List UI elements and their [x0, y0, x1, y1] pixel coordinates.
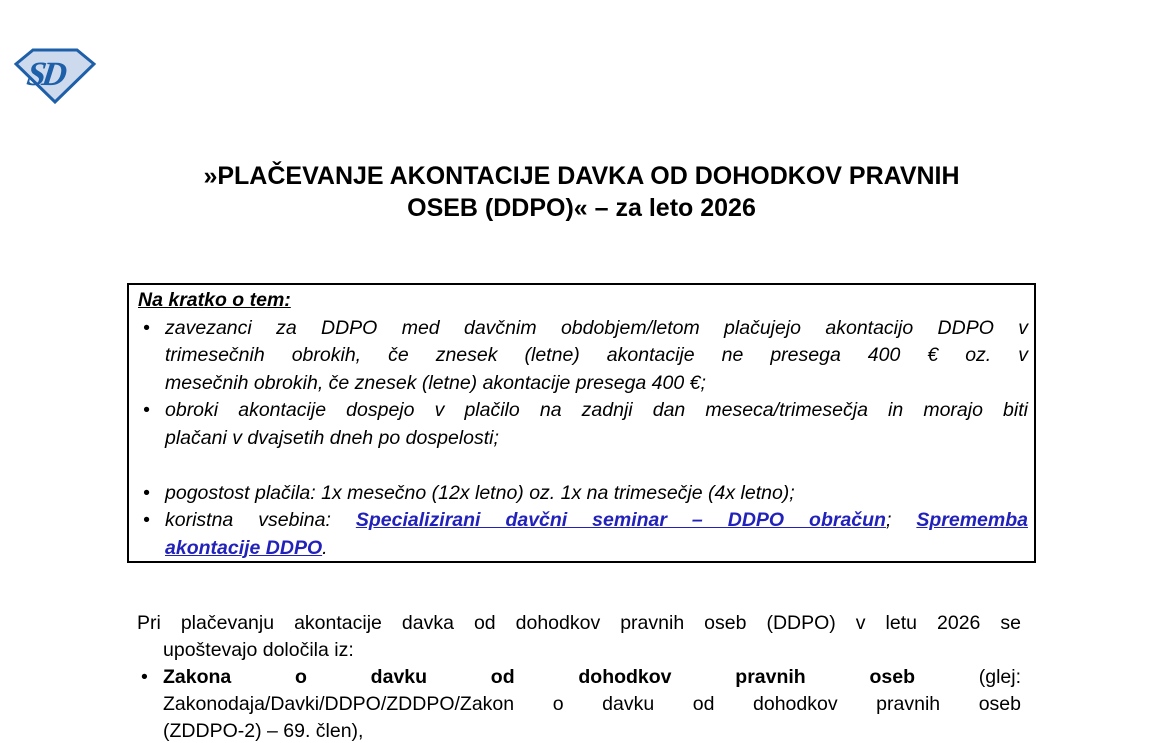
- bullet-marker: [137, 664, 163, 743]
- logo-letters: SD: [24, 56, 66, 93]
- sentence-period: .: [322, 536, 328, 559]
- body-section: [137, 610, 1021, 743]
- bullet-marker: [138, 315, 165, 398]
- summary-bullet-4-line2: [165, 535, 1028, 563]
- summary-bullet-3-line1: pogostost plačila: 1x mesečno (12x letno) oz. 1x na trimesečje (4x letno);: [165, 481, 795, 504]
- page-title-line1: »PLAČEVANJE AKONTACIJE DAVKA OD DOHODKOV PRAVNIH: [203, 162, 960, 190]
- bullet-marker: [138, 480, 165, 508]
- link-separator: ;: [885, 509, 892, 531]
- bullet-marker: [138, 507, 165, 562]
- link-sprememba-akontacije-part1[interactable]: Sprememba: [916, 509, 1028, 531]
- body-bullet-1-line3: (ZDDPO-2) – 69. člen),: [163, 720, 364, 742]
- company-logo: [14, 48, 96, 104]
- body-intro-line1: Pri plačevanju akontacije davka od dohodkov pravnih oseb (DDPO) v letu 2026 se: [137, 612, 1021, 634]
- page-title-line2: OSEB (DDPO)« – za leto 2026: [407, 194, 756, 222]
- link-sprememba-akontacije-part2[interactable]: akontacije DDPO: [165, 536, 323, 559]
- summary-bullet-2: [138, 397, 1028, 452]
- body-bullet-1: [137, 664, 1021, 743]
- summary-bullet-3: [138, 480, 1028, 508]
- summary-bullet-2-line2: plačani v dvajsetih dneh po dospelosti;: [165, 426, 499, 449]
- sd-shield-icon: [14, 48, 96, 104]
- summary-bullet-4-line1: [165, 507, 1028, 535]
- bullet-marker: [138, 397, 165, 452]
- summary-box-heading: Na kratko o tem:: [138, 289, 291, 311]
- body-bullet-1-line2: Zakonodaja/Davki/DDPO/ZDDPO/Zakon o davku od dohodkov pravnih oseb: [163, 693, 1021, 715]
- summary-bullet-1-line1: zavezanci za DDPO med davčnim obdobjem/letom plačujejo akontacijo DDPO v: [165, 316, 1028, 339]
- body-bullet-1-line1: [163, 664, 1021, 691]
- summary-box: [127, 283, 1036, 563]
- summary-bullet-4: [138, 507, 1028, 562]
- law-name-bold: Zakona o davku od dohodkov pravnih oseb: [163, 666, 915, 688]
- summary-bullet-2-line1: obroki akontacije dospejo v plačilo na zadnji dan meseca/trimesečja in morajo biti: [165, 399, 1028, 421]
- page-title: [127, 160, 1036, 224]
- law-reference-start: (glej:: [914, 666, 1022, 688]
- summary-bullet-1: [138, 315, 1028, 398]
- useful-content-label: koristna vsebina:: [165, 509, 356, 531]
- summary-bullet-1-line3: mesečnih obrokih, če znesek (letne) akontacije presega 400 €;: [165, 371, 706, 394]
- summary-bullet-1-line2: trimesečnih obrokih, če znesek (letne) akontacije ne presega 400 € oz. v: [165, 344, 1028, 366]
- link-specializirani-davcni-seminar[interactable]: Specializirani davčni seminar – DDPO obračun: [355, 509, 886, 531]
- body-intro-line2: upoštevajo določila iz:: [163, 639, 354, 661]
